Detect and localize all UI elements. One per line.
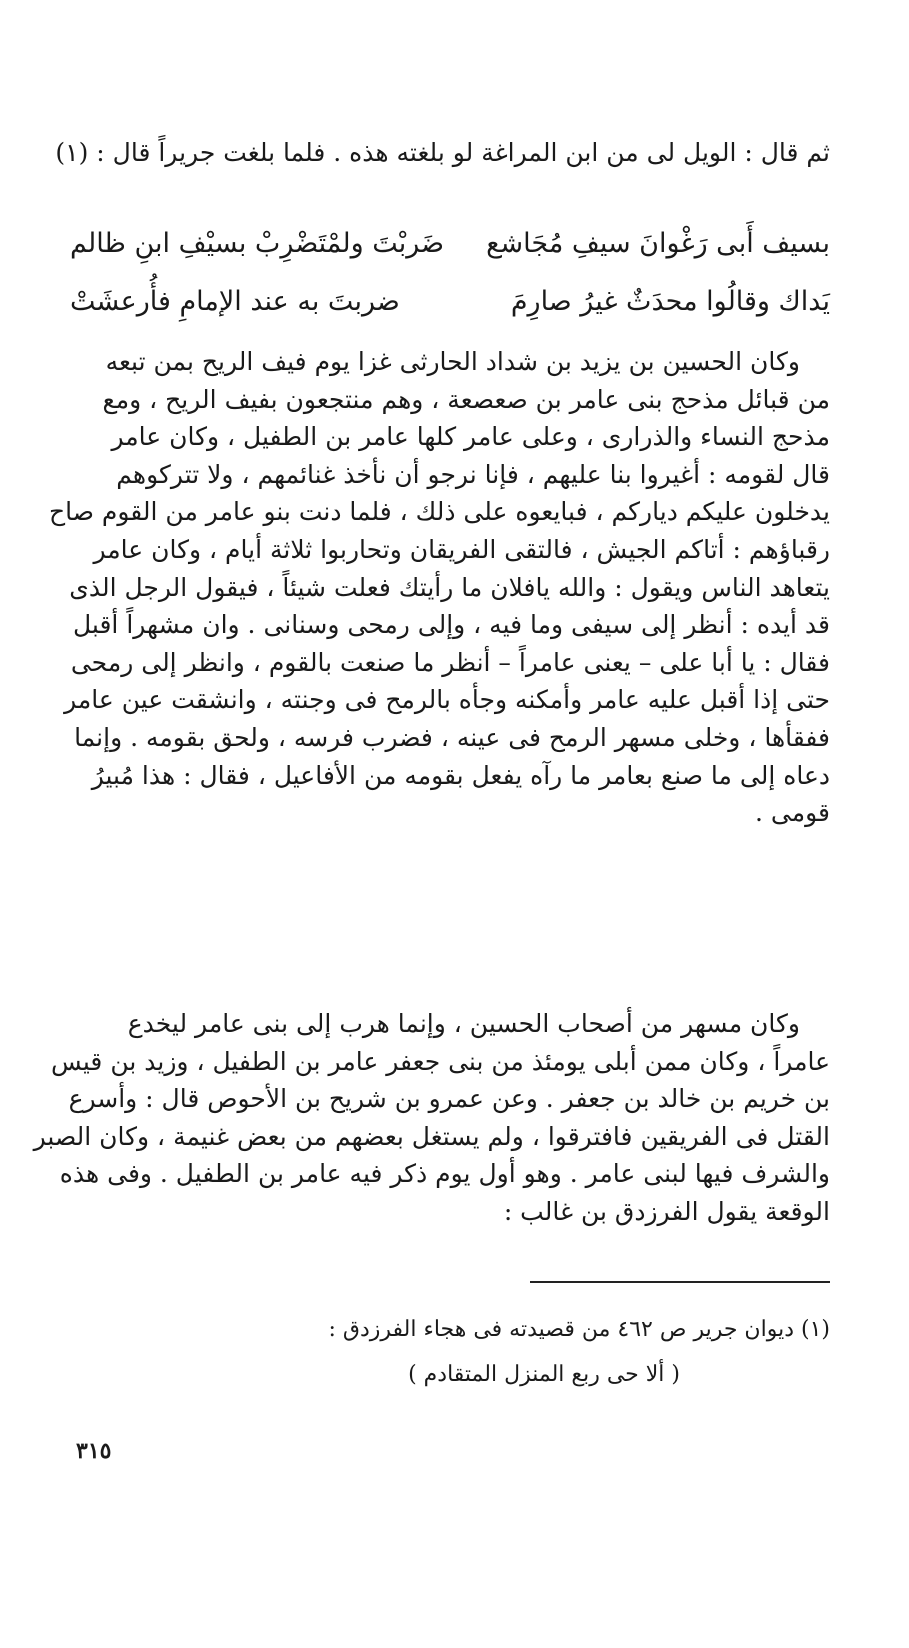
text-line: من قبائل مذحج بنى عامر بن صعصعة ، وهم منتجعون بفيف الريح ، ومع <box>102 384 830 414</box>
text-line: فقال : يا أبا على – يعنى عامراً – أنظر ما صنعت بالقوم ، وانظر إلى رمحى <box>70 647 830 677</box>
poem-verses <box>70 214 830 330</box>
text-line: يتعاهد الناس ويقول : والله يافلان ما رأيتك فعلت شيئاً ، فيقول الرجل الذى <box>69 572 830 602</box>
text-line: قد أيده : أنظر إلى سيفى وما فيه ، وإلى رمحى وسنانى . وان مشهراً أقبل <box>73 610 830 640</box>
verse-hemistich-second: ضربتَ به عند الإمامِ فأُرعشَتْ <box>70 285 400 317</box>
text-line: حتى إذا أقبل عليه عامر وأمكنه وجأه بالرمح فى وجنته ، وانشقت عين عامر <box>64 685 830 715</box>
verse-hemistich-first: يَداك وقالُوا محدَثٌ غيرُ صارِمَ <box>510 285 830 317</box>
verse-row <box>70 272 830 330</box>
text-line: مذحج النساء والذرارى ، وعلى عامر كلها عامر بن الطفيل ، وكان عامر <box>111 422 830 452</box>
footnote-divider <box>530 1281 830 1283</box>
verse-row <box>70 214 830 272</box>
intro-line: ثم قال : الويل لى من ابن المراغة لو بلغته هذه . فلما بلغت جريراً قال : (١) <box>55 138 830 167</box>
text-line: بن خريم بن خالد بن جعفر . وعن عمرو بن شريح بن الأحوص قال : وأسرع <box>68 1084 830 1114</box>
text-line: قال لقومه : أغيروا بنا عليهم ، فإنا نرجو أن نأخذ غنائمهم ، ولا تتركوهم <box>116 459 830 489</box>
verse-hemistich-second: ضَربْتَ ولمْتَضْرِبْ بسيْفِ ابنِ ظالم <box>70 227 445 259</box>
text-line: ففقأها ، وخلى مسهر الرمح فى عينه ، فضرب فرسه ، ولحق بقومه . وإنما <box>74 722 830 752</box>
page-number: ٣١٥ <box>76 1438 112 1464</box>
verse-hemistich-first: بسيف أَبى رَغْوانَ سيفِ مُجَاشع <box>486 227 830 259</box>
paragraph-1 <box>48 343 830 832</box>
paragraph-2 <box>33 1005 830 1231</box>
text-line: وكان الحسين بن يزيد بن شداد الحارثى غزا يوم فيف الريح بمن تبعه <box>105 347 800 376</box>
text-line: عامراً ، وكان ممن أبلى يومئذ من بنى جعفر عامر بن الطفيل ، وزيد بن قيس <box>51 1046 830 1076</box>
footnote-line: ( ألا حى ربع المنزل المتقادم ) <box>408 1362 680 1387</box>
text-line: يدخلون عليكم دياركم ، فبايعوه على ذلك ، فلما دنت بنو عامر من القوم صاح <box>48 497 830 527</box>
text-line: دعاه إلى ما صنع بعامر ما رآه يفعل بقومه من الأفاعيل ، فقال : هذا مُبيرُ <box>91 760 830 790</box>
footnote-line: (١) ديوان جرير ص ٤٦٢ من قصيدته فى هجاء الفرزدق : <box>328 1317 830 1342</box>
text-line: والشرف فيها لبنى عامر . وهو أول يوم ذكر فيه عامر بن الطفيل . وفى هذه <box>59 1159 830 1189</box>
text-line: الوقعة يقول الفرزدق بن غالب : <box>503 1196 830 1226</box>
text-line: رقباؤهم : أتاكم الجيش ، فالتقى الفريقان وتحاربوا ثلاثة أيام ، وكان عامر <box>93 534 830 564</box>
text-line: قومى . <box>755 798 830 828</box>
text-line: القتل فى الفريقين فافترقوا ، ولم يستغل بعضهم من بعض غنيمة ، وكان الصبر <box>33 1121 830 1151</box>
text-line: وكان مسهر من أصحاب الحسين ، وإنما هرب إلى بنى عامر ليخدع <box>127 1009 800 1038</box>
